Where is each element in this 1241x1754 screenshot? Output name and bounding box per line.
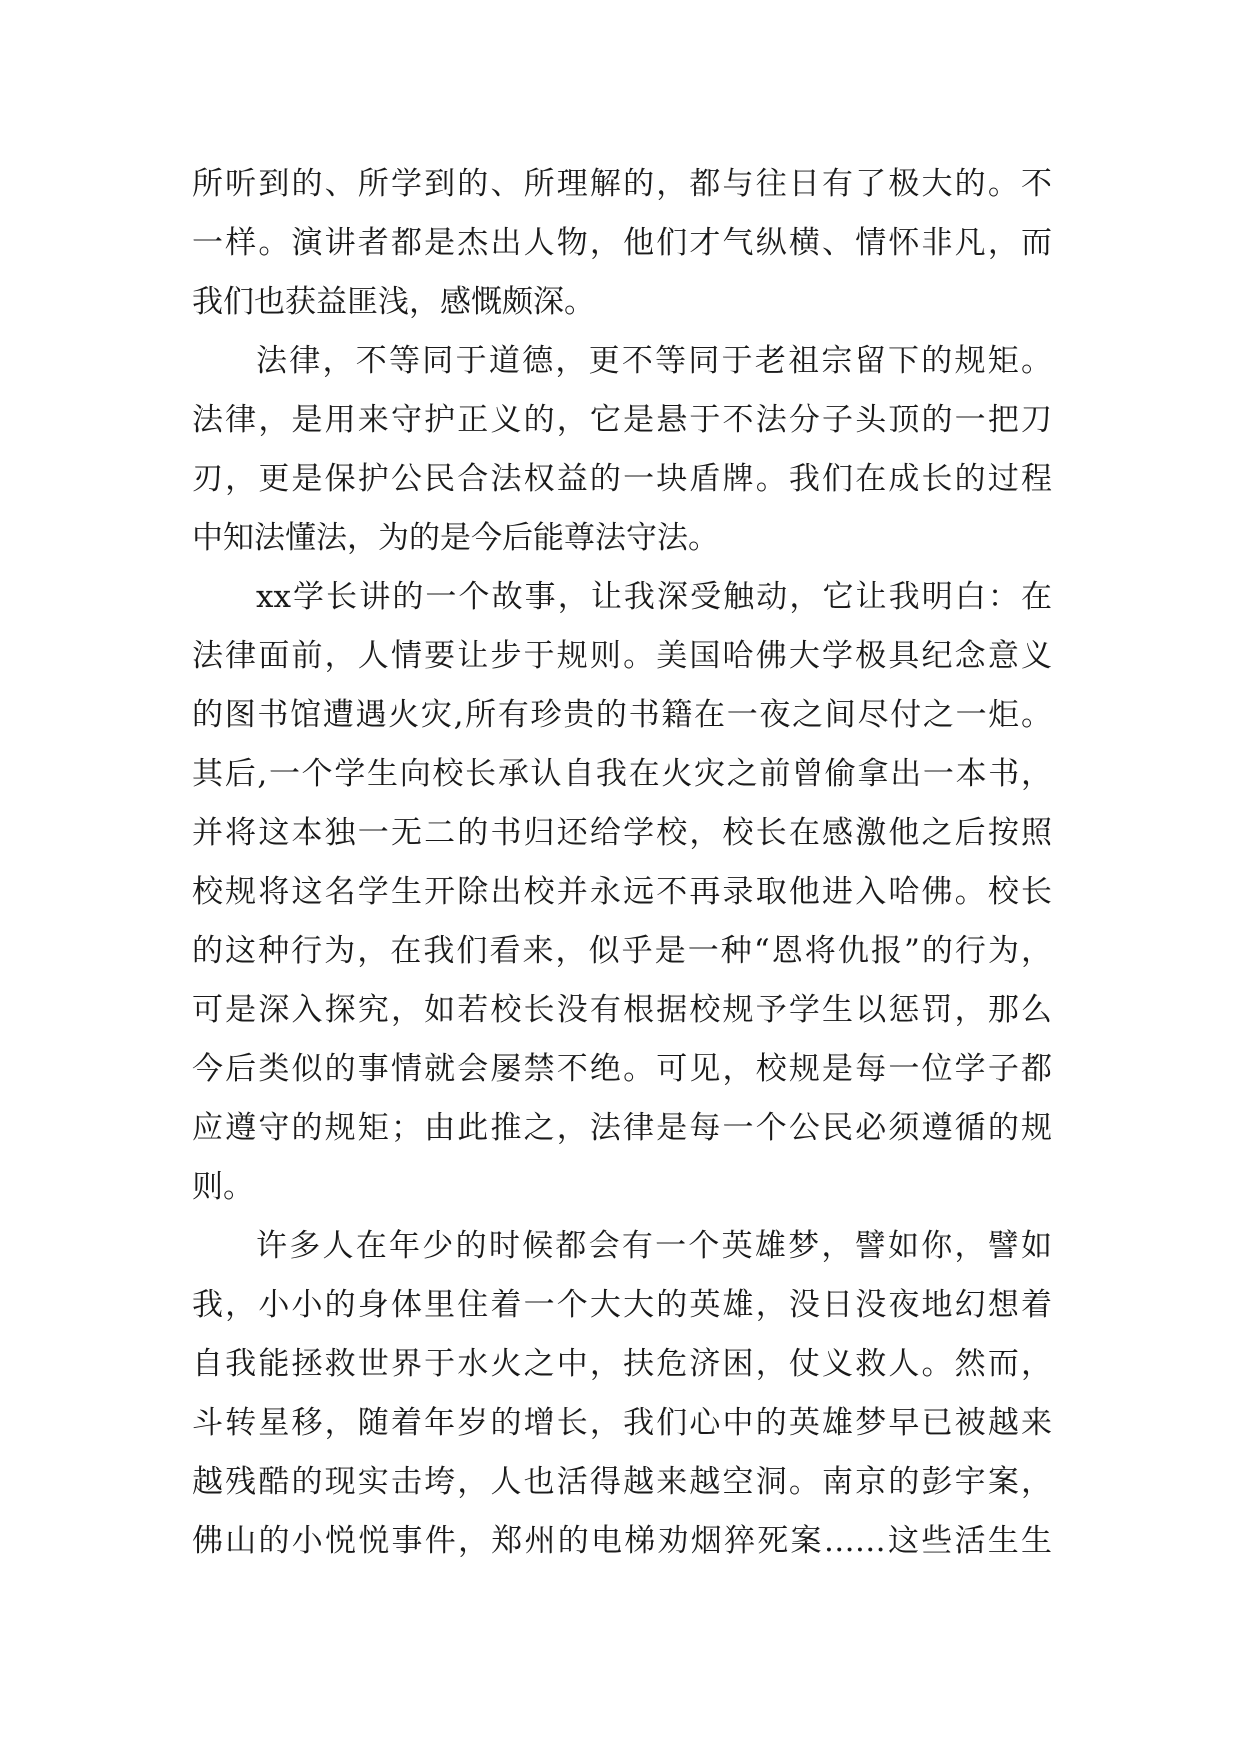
paragraph-1-line-2: 一样。演讲者都是杰出人物，他们才气纵横、情怀非凡，而 [192, 225, 1052, 261]
paragraph-3-line-11: 则。 [192, 1169, 254, 1205]
document-body [192, 155, 1052, 1571]
paragraph-4-line-2: 我，小小的身体里住着一个大大的英雄，没日没夜地幻想着 [192, 1287, 1052, 1323]
paragraph-4-line-1: 许多人在年少的时候都会有一个英雄梦，譬如你，譬如 [256, 1228, 1052, 1264]
paragraph-3-line-1: xx学长讲的一个故事，让我深受触动，它让我明白：在 [256, 579, 1052, 615]
paragraph-2-line-4: 中知法懂法，为的是今后能尊法守法。 [192, 520, 719, 556]
paragraph-3-line-7: 的这种行为，在我们看来，似乎是一种“恩将仇报”的行为， [192, 933, 1052, 969]
paragraph-4-line-3: 自我能拯救世界于水火之中，扶危济困，仗义救人。然而， [192, 1346, 1052, 1382]
paragraph-3-line-6: 校规将这名学生开除出校并永远不再录取他进入哈佛。校长 [192, 874, 1052, 910]
paragraph-2-line-3: 刃，更是保护公民合法权益的一块盾牌。我们在成长的过程 [192, 461, 1052, 497]
paragraph-4-line-6: 佛山的小悦悦事件，郑州的电梯劝烟猝死案……这些活生生 [192, 1523, 1052, 1559]
paragraph-3-line-5: 并将这本独一无二的书归还给学校，校长在感激他之后按照 [192, 815, 1052, 851]
paragraph-3-line-8: 可是深入探究，如若校长没有根据校规予学生以惩罚，那么 [192, 992, 1052, 1028]
paragraph-1-line-1: 所听到的、所学到的、所理解的，都与往日有了极大的。不 [192, 166, 1052, 202]
paragraph-3-line-9: 今后类似的事情就会屡禁不绝。可见，校规是每一位学子都 [192, 1051, 1052, 1087]
paragraph-3-line-10: 应遵守的规矩；由此推之，法律是每一个公民必须遵循的规 [192, 1110, 1052, 1146]
paragraph-3-line-2: 法律面前，人情要让步于规则。美国哈佛大学极具纪念意义 [192, 638, 1052, 674]
paragraph-4-line-4: 斗转星移，随着年岁的增长，我们心中的英雄梦早已被越来 [192, 1405, 1052, 1441]
paragraph-1-line-3: 我们也获益匪浅，感慨颇深。 [192, 284, 595, 320]
paragraph-4-line-5: 越残酷的现实击垮，人也活得越来越空洞。南京的彭宇案， [192, 1464, 1052, 1500]
paragraph-3-line-3: 的图书馆遭遇火灾,所有珍贵的书籍在一夜之间尽付之一炬。 [192, 697, 1052, 733]
paragraph-2-line-2: 法律，是用来守护正义的，它是悬于不法分子头顶的一把刀 [192, 402, 1052, 438]
paragraph-2-line-1: 法律，不等同于道德，更不等同于老祖宗留下的规矩。 [256, 343, 1052, 379]
paragraph-3-line-4: 其后,一个学生向校长承认自我在火灾之前曾偷拿出一本书， [192, 756, 1052, 792]
